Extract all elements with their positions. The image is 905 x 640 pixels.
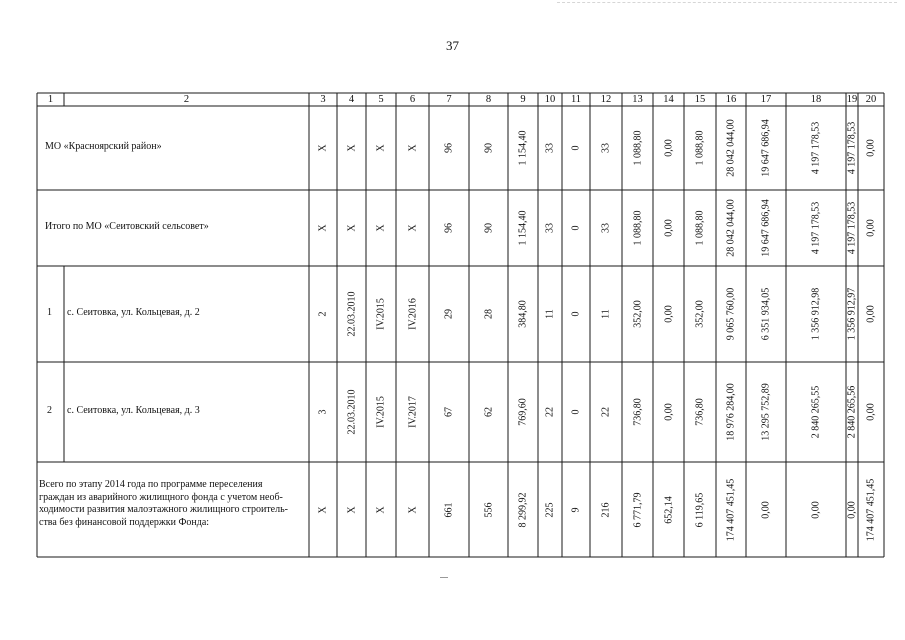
row-name-line: граждан из аварийного жилищного фонда с учетом необ- bbox=[39, 491, 283, 503]
row-value: IV.2016 bbox=[407, 298, 418, 330]
row-value: Х bbox=[407, 224, 418, 232]
row-value: 0,00 bbox=[663, 139, 674, 157]
row-value: 9 bbox=[570, 507, 582, 512]
row-value: Х bbox=[375, 224, 387, 232]
row-name: с. Сеитовка, ул. Кольцевая, д. 2 bbox=[67, 307, 200, 318]
row-value: 11 bbox=[544, 309, 556, 319]
row-value: 1 088,80 bbox=[632, 210, 643, 246]
row-value: 6 119,65 bbox=[694, 492, 706, 527]
row-value: 1 088,80 bbox=[694, 210, 706, 246]
row-value: 0,00 bbox=[663, 403, 674, 421]
column-header: 14 bbox=[663, 94, 674, 105]
row-value: 22.03.2010 bbox=[346, 389, 357, 435]
row-value: 96 bbox=[443, 223, 455, 233]
row-value: 6 351 934,05 bbox=[760, 287, 772, 341]
row-value: Х bbox=[375, 144, 387, 152]
row-number: 2 bbox=[47, 405, 52, 416]
row-value: 19 647 686,94 bbox=[760, 119, 772, 177]
row-value: 1 356 912,97 bbox=[846, 287, 858, 341]
row-value: 352,00 bbox=[694, 300, 706, 328]
row-value: 0,00 bbox=[865, 219, 877, 237]
row-value: 4 197 178,53 bbox=[846, 201, 858, 255]
row-value: 2 840 265,55 bbox=[810, 385, 822, 439]
column-header: 1 bbox=[47, 94, 54, 105]
row-value: 29 bbox=[443, 309, 455, 319]
row-value: 28 bbox=[483, 309, 494, 319]
column-header: 11 bbox=[570, 94, 582, 105]
column-header: 16 bbox=[725, 94, 737, 105]
row-value: 28 042 044,00 bbox=[725, 199, 737, 257]
row-value: 769,60 bbox=[517, 398, 529, 426]
row-name-line: ходимости развития малоэтажного жилищного строитель- bbox=[39, 504, 289, 515]
column-header: 3 bbox=[320, 94, 326, 105]
column-header: 20 bbox=[865, 94, 877, 105]
column-header: 19 bbox=[846, 94, 858, 105]
row-value: 11 bbox=[600, 309, 612, 319]
column-header: 2 bbox=[183, 94, 190, 105]
row-number: 1 bbox=[47, 307, 52, 318]
column-header: 4 bbox=[348, 94, 355, 105]
row-value: 22 bbox=[544, 407, 556, 417]
row-value: 0 bbox=[570, 409, 582, 415]
row-value: 736,80 bbox=[694, 398, 706, 426]
scan-artifact-bottom bbox=[440, 577, 448, 578]
row-value: 1 154,40 bbox=[517, 210, 529, 246]
row-value: 0 bbox=[570, 145, 582, 151]
column-header: 7 bbox=[446, 94, 452, 105]
row-value: 216 bbox=[600, 502, 612, 517]
row-value: 1 088,80 bbox=[632, 130, 643, 166]
row-value: 9 065 760,00 bbox=[725, 287, 737, 341]
row-value: Х bbox=[407, 505, 418, 514]
row-value: 1 088,80 bbox=[694, 130, 706, 166]
row-name-line: ства без финансовой поддержки Фонда: bbox=[39, 516, 210, 528]
row-value: 62 bbox=[483, 407, 494, 417]
row-value: Х bbox=[317, 144, 329, 152]
row-value: 22 bbox=[600, 407, 612, 417]
column-header: 18 bbox=[810, 94, 822, 105]
row-name: Итого по МО «Сеитовский сельсовет» bbox=[45, 221, 209, 232]
column-header: 8 bbox=[485, 94, 492, 105]
row-value: 3 bbox=[317, 409, 329, 415]
row-name-line: Всего по этапу 2014 года по программе переселения bbox=[39, 479, 263, 490]
row-value: 225 bbox=[544, 502, 556, 517]
row-value: 0,00 bbox=[760, 500, 772, 519]
row-value: 384,80 bbox=[517, 300, 529, 328]
column-header: 9 bbox=[520, 94, 526, 105]
column-header: 5 bbox=[378, 94, 384, 105]
row-value: 174 407 451,45 bbox=[865, 478, 877, 541]
row-value: Х bbox=[346, 144, 357, 152]
row-value: 6 771,79 bbox=[632, 492, 643, 527]
row-value: 33 bbox=[600, 223, 612, 233]
row-value: IV.2015 bbox=[375, 298, 387, 330]
page-number: 37 bbox=[446, 38, 459, 53]
row-name: с. Сеитовка, ул. Кольцевая, д. 3 bbox=[67, 405, 200, 416]
row-value: Х bbox=[317, 224, 329, 232]
row-value: 33 bbox=[600, 143, 612, 153]
row-value: 22.03.2010 bbox=[346, 291, 357, 337]
row-value: 8 299,92 bbox=[517, 492, 529, 527]
row-value: Х bbox=[317, 505, 329, 514]
row-value: 2 bbox=[317, 311, 329, 317]
row-value: 1 154,40 bbox=[517, 130, 529, 166]
row-value: 33 bbox=[544, 223, 556, 233]
row-value: 96 bbox=[443, 143, 455, 153]
row-name: МО «Красноярский район» bbox=[45, 141, 162, 152]
row-value: 33 bbox=[544, 143, 556, 153]
row-value: 19 647 686,94 bbox=[760, 199, 772, 257]
row-value: IV.2017 bbox=[407, 396, 418, 428]
row-value: 0,00 bbox=[846, 500, 858, 519]
row-value: 0,00 bbox=[663, 305, 674, 323]
row-value: 28 042 044,00 bbox=[725, 119, 737, 177]
row-value: Х bbox=[407, 144, 418, 152]
row-value: 652,14 bbox=[663, 495, 674, 524]
row-value: 174 407 451,45 bbox=[725, 478, 737, 541]
row-value: 0 bbox=[570, 225, 582, 231]
row-value: 90 bbox=[483, 143, 494, 153]
row-value: 661 bbox=[443, 502, 455, 517]
column-header: 6 bbox=[409, 94, 416, 105]
row-value: Х bbox=[346, 224, 357, 232]
row-value: 0,00 bbox=[810, 500, 822, 519]
row-value: 0 bbox=[570, 311, 582, 317]
row-value: 67 bbox=[443, 407, 455, 417]
row-value: 0,00 bbox=[865, 305, 877, 323]
row-value: 556 bbox=[483, 502, 494, 517]
row-value: 736,80 bbox=[632, 398, 643, 426]
column-header: 15 bbox=[694, 94, 706, 105]
row-value: 4 197 178,53 bbox=[810, 121, 822, 175]
row-value: 2 840 265,56 bbox=[846, 385, 858, 439]
column-header: 17 bbox=[760, 94, 772, 105]
row-value: IV.2015 bbox=[375, 396, 387, 428]
row-value: 4 197 178,53 bbox=[810, 201, 822, 255]
row-value: 1 356 912,98 bbox=[810, 287, 822, 341]
column-header: 13 bbox=[632, 94, 643, 105]
row-value: 352,00 bbox=[632, 300, 643, 328]
row-value: 0,00 bbox=[663, 219, 674, 237]
row-value: 90 bbox=[483, 223, 494, 233]
column-header: 12 bbox=[600, 94, 612, 105]
row-value: 18 976 284,00 bbox=[725, 383, 737, 441]
row-value: 0,00 bbox=[865, 403, 877, 421]
row-value: 4 197 178,53 bbox=[846, 121, 858, 175]
column-header: 10 bbox=[544, 94, 556, 105]
row-value: Х bbox=[346, 505, 357, 514]
row-value: Х bbox=[375, 505, 387, 514]
row-value: 13 295 752,89 bbox=[760, 383, 772, 441]
row-value: 0,00 bbox=[865, 139, 877, 157]
